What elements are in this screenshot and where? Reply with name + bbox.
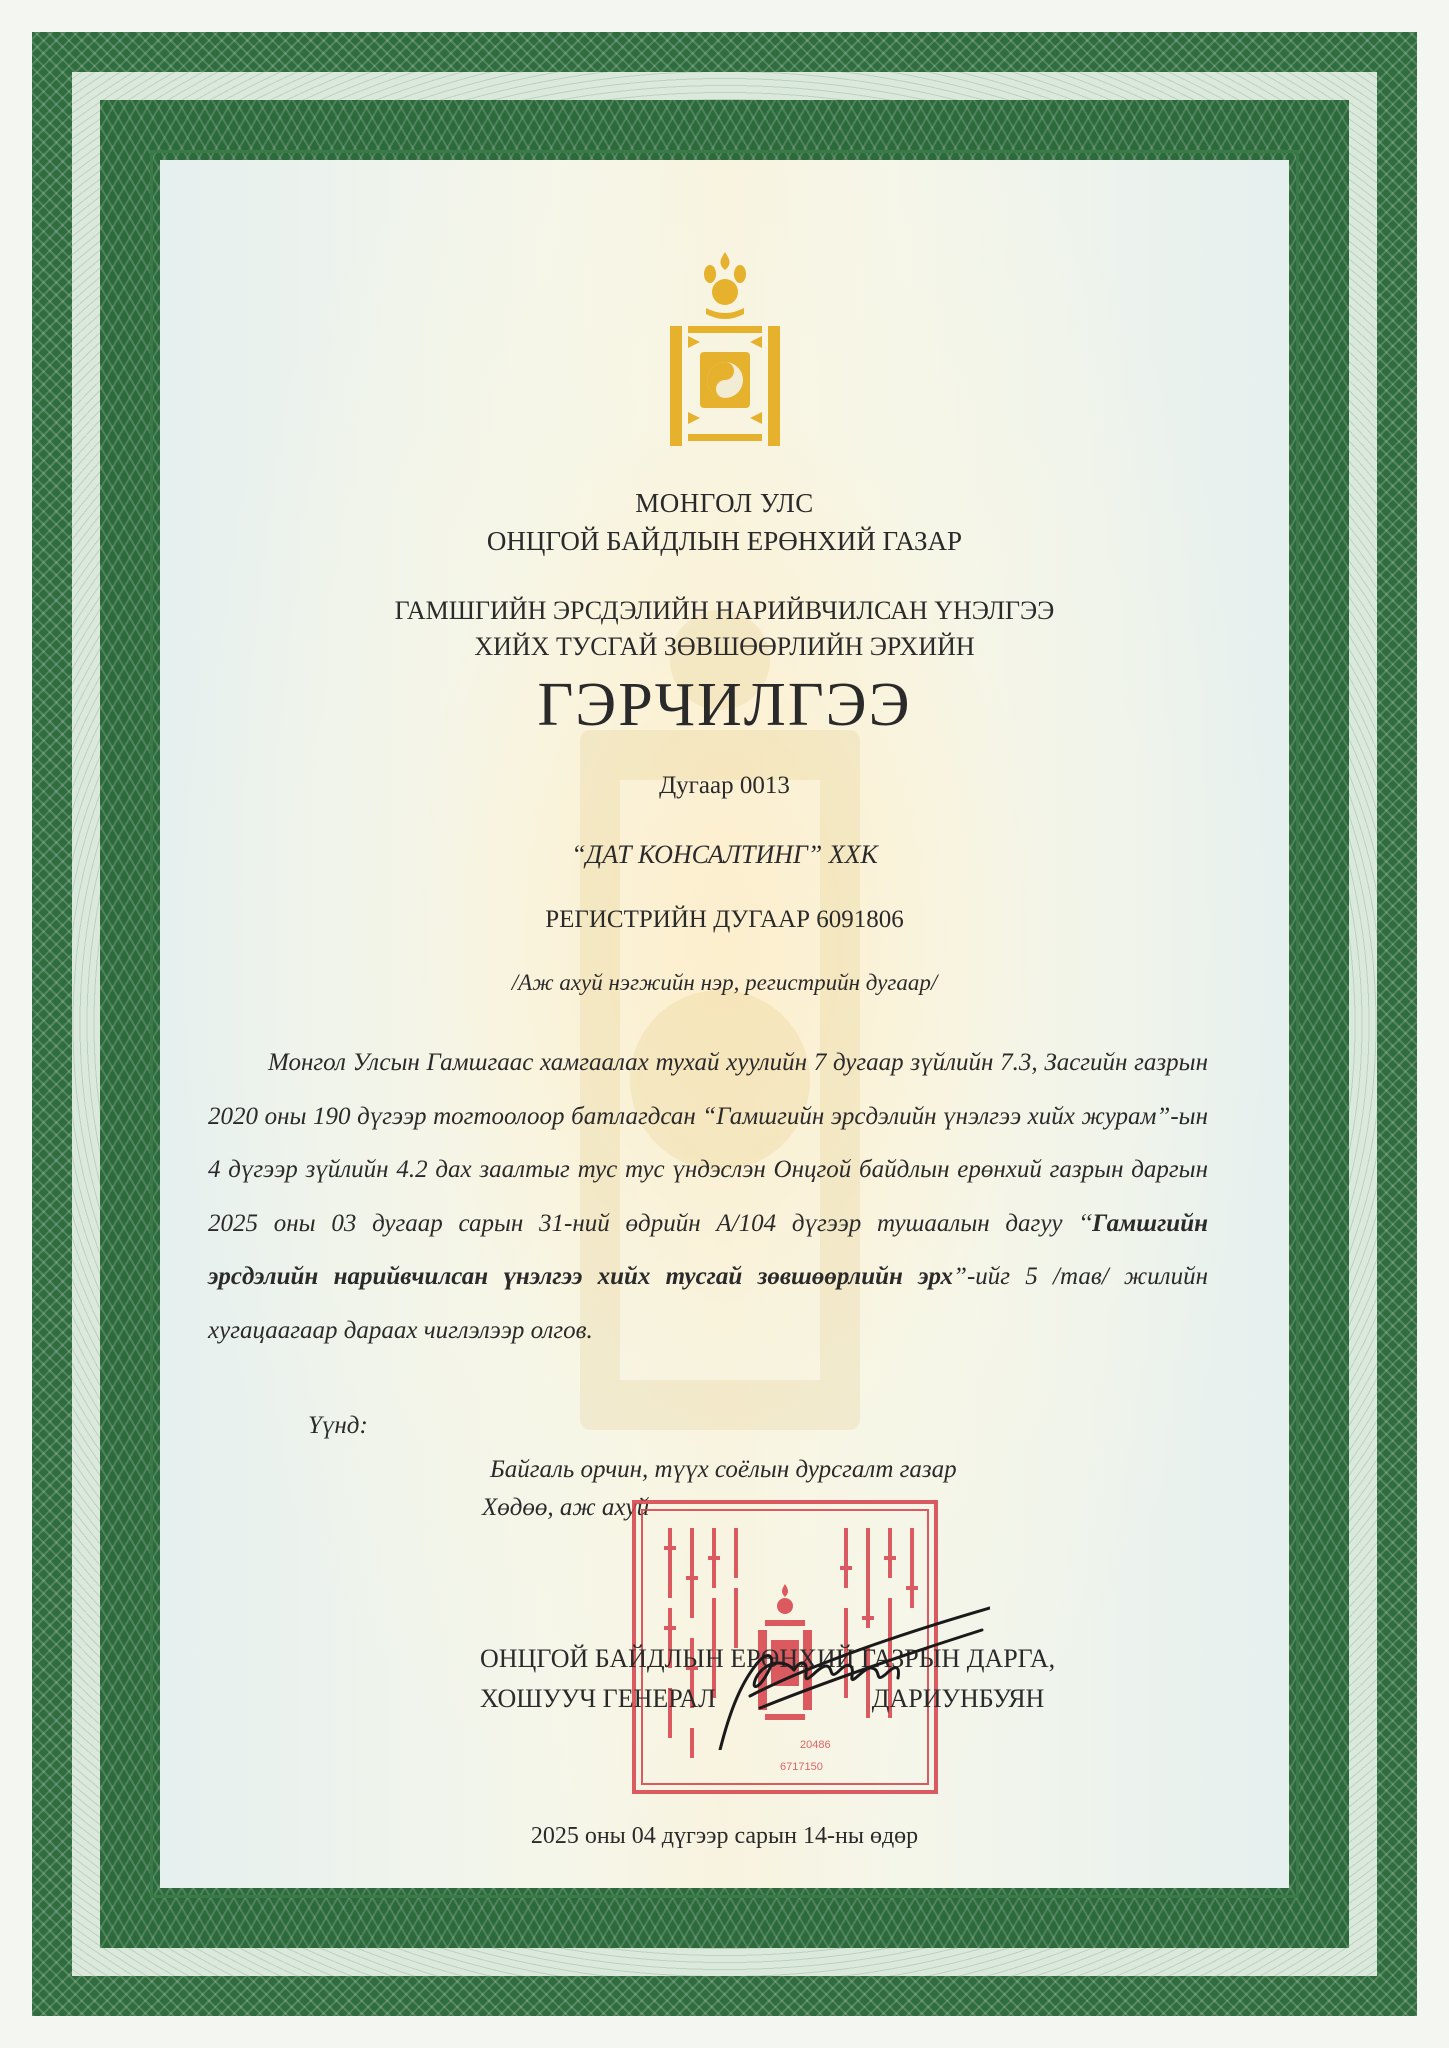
body-text-end: ”-ийг 5 /тав/ жилийн хугацаагаар дараах чиглэлээр олгов. — [208, 1263, 1208, 1344]
basis-item: Хөдөө, аж ахуй — [482, 1494, 650, 1521]
agency-name: ОНЦГОЙ БАЙДЛЫН ЕРӨНХИЙ ГАЗАР — [486, 526, 963, 556]
signatory-position: ОНЦГОЙ БАЙДЛЫН ЕРӨНХИЙ ГАЗРЫН ДАРГА, — [480, 1644, 1056, 1673]
company-name: “ДАТ КОНСАЛТИНГ” ХХК — [571, 840, 878, 869]
stamp-number-1: 20486 — [800, 1739, 831, 1751]
stamp-number-2: 6717150 — [780, 1761, 823, 1773]
handwritten-signature-icon — [690, 1600, 990, 1750]
signatory-rank-name: ХОШУУЧ ГЕНЕРАЛ ДАРИУНБУЯН — [480, 1684, 1045, 1713]
subtitle-line-1: ГАМШГИЙН ЭРСДЭЛИЙН НАРИЙВЧИЛСАН ҮНЭЛГЭЭ — [394, 596, 1055, 625]
basis-label: Үүнд: — [308, 1412, 368, 1439]
subtitle-line-2: ХИЙХ ТУСГАЙ ЗӨВШӨӨРЛИЙН ЭРХИЙН — [474, 632, 975, 661]
state-emblem-soyombo-icon — [666, 248, 784, 448]
country-name: МОНГОЛ УЛС — [635, 488, 814, 518]
body-paragraph — [208, 1036, 1208, 1357]
certificate-body — [160, 160, 1289, 1888]
basis-item: Байгаль орчин, түүх соёлын дурсгалт газар — [490, 1456, 957, 1483]
document-title: ГЭРЧИЛГЭЭ — [537, 671, 912, 739]
company-caption: /Аж ахуй нэгжийн нэр, регистрийн дугаар/ — [511, 970, 938, 995]
certificate-number: Дугаар 0013 — [659, 772, 790, 799]
registration-number: РЕГИСТРИЙН ДУГААР 6091806 — [545, 906, 904, 933]
body-bold-text: Гамшгийн эрсдэлийн нарийвчилсан үнэлгээ хийх тусгай зөвшөөрлийн эрх — [208, 1209, 1208, 1290]
issue-date: 2025 оны 04 дүгээр сарын 14-ны өдөр — [530, 1823, 919, 1849]
body-text-start: Монгол Улсын Гамшгаас хамгаалах тухай хуулийн 7 дугаар зүйлийн 7.3, Засгийн газрын 2020 оны 190 дүгээр тогтоолоор батлагдсан “Гамшгийн эрсдэлийн үнэлгээ хийх журам”-ын 4 дүгээр зүйлийн 4.2 дах заалтыг тус тус үндэслэн Онцгой байдлын ерөнхий газрын даргын 2025 оны 03 дугаар сарын 31-ний өдрийн А/104 дүгээр тушаалын дагуу ‘‘ — [208, 1049, 1208, 1237]
